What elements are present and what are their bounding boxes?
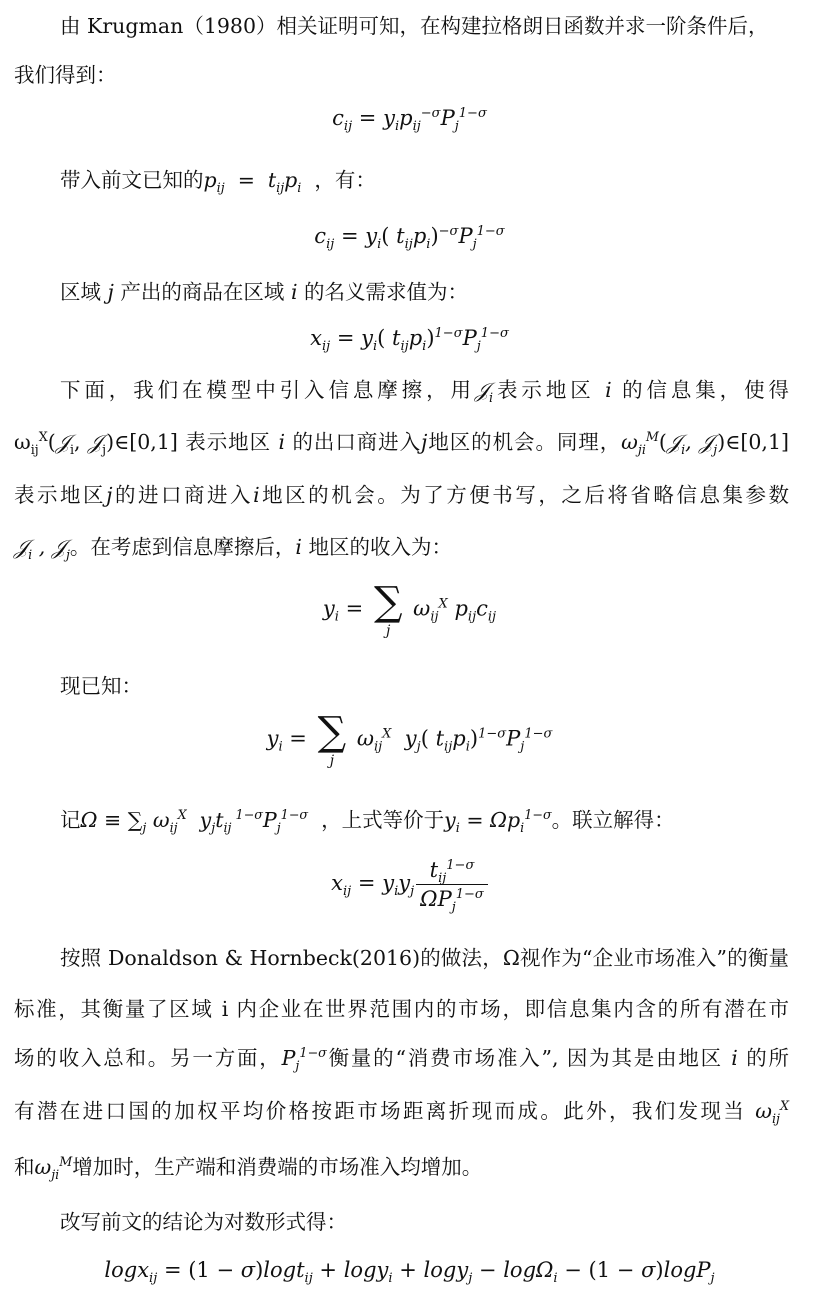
text: 。联立解得： [551, 808, 675, 832]
paragraph-line [0, 280, 819, 305]
inline-math: i [731, 1046, 738, 1070]
inline-math: j [421, 430, 428, 454]
text: 的进口商进入 [112, 483, 254, 507]
text: 和 [14, 1155, 35, 1179]
inline-math: 𝒥$_i$ , 𝒥$_j$ [14, 535, 70, 563]
paragraph-line [0, 674, 819, 699]
inline-math: $p_{ij} = t_{ij}p_i$ [203, 168, 302, 196]
text: 表示地区 [493, 378, 595, 402]
equation-1: $c_{ij} = y_ip_{ij}^{-\sigma}P_j^{1-\sigma}$ [332, 106, 487, 135]
paragraph-line [0, 1210, 819, 1235]
inline-math: i [295, 535, 302, 559]
inline-math: 𝒥$_i$ [474, 378, 494, 406]
text: 衡量的“消费市场准入”, 因为其是由地区 [326, 1046, 723, 1070]
inline-math: i [253, 483, 260, 507]
inline-math: i [605, 378, 612, 402]
text: 地区的收入为： [308, 535, 452, 559]
paragraph-line [0, 807, 819, 836]
equation-7: logx$_{ij}$ = (1 − σ)logt$_{ij}$ + logy$_i$ + logy$_j$ − logΩ$_i$ − (1 − σ)logP$_j$ [104, 1258, 715, 1287]
text: 表示地区 [14, 483, 107, 507]
text: 标准，其衡量了区域 i 内企业在世界范围内的市场，即信息集内含的所有潜在市 [14, 997, 789, 1021]
inline-math: $y_i = \Omega p_i^{1-\sigma}$ [444, 807, 552, 836]
paragraph-line [0, 535, 819, 563]
text: 的所 [746, 1046, 789, 1070]
inline-math: i [278, 430, 286, 454]
text: 记 [60, 808, 81, 832]
equation-5: $y_i$ = ∑ j $\omega_{ij}^X$ $y_j$( $t_{ij}p_i)^{1-\sigma}P_j^{1-\sigma}$ [266, 709, 553, 769]
text: ，上式等价于 [321, 808, 445, 832]
inline-math: $\omega_{ji}^M$ [34, 1154, 73, 1183]
text: 按照 Donaldson & Hornbeck(2016)的做法，Ω视作为“企业市场准入”的衡量 [60, 946, 789, 970]
paragraph-line [0, 997, 819, 1022]
inline-math: j [107, 280, 114, 304]
paragraph-line [0, 14, 819, 39]
text: 增加时，生产端和消费端的市场准入均增加。 [72, 1155, 483, 1179]
inline-math: $P_j^{1-\sigma}$ [281, 1045, 327, 1074]
text: 的名义需求值为： [304, 280, 469, 304]
text: 的出口商进入 [292, 430, 422, 454]
text: 我们得到： [14, 63, 117, 87]
text: 场的收入总和。另一方面， [14, 1046, 282, 1070]
equation-6: $x_{ij} = y_iy_j$ $\frac{t_{ij}^{1-\sigma}}{\Omega P_j^{1-\sigma}}$ [0, 858, 819, 911]
equation-4: $y_i$ = ∑ j $\omega_{ij}^X$ $p_{ij}c_{ij}$ [322, 579, 497, 639]
text: 带入前文已知的 [60, 168, 204, 192]
text: 地区的机会。为了方便书写，之后将省略信息集参数 [259, 483, 790, 507]
paragraph-line [0, 63, 819, 88]
inline-math: $\omega_{ij}^X$ [755, 1098, 789, 1127]
paragraph-line [0, 1098, 819, 1127]
text: 产出的商品在区域 [120, 280, 285, 304]
inline-math: j [106, 483, 113, 507]
paragraph-line [0, 946, 819, 971]
paragraph-line [0, 378, 819, 406]
inline-math: $\Omega \equiv \sum_j$ $\omega_{ij}^X$ $y_jt_{ij}$ $^{1-\sigma}P_j^{1-\sigma}$ [80, 807, 309, 836]
text: ，有： [314, 168, 376, 192]
fraction: $\frac{t_{ij}^{1-\sigma}}{\Omega P_j^{1-\sigma}}$ [416, 858, 488, 911]
text: 有潜在进口国的加权平均价格按距市场距离折现而成。此外，我们发现当 [14, 1099, 747, 1123]
text: ∈[0,1] [725, 430, 789, 454]
inline-math: i [290, 280, 298, 304]
paragraph-line [0, 1045, 819, 1074]
text: 现已知： [60, 674, 142, 698]
paragraph-line [0, 168, 819, 196]
equation-3: $x_{ij} = y_i$( $t_{ij}p_i)^{1-\sigma}P_j^{1-\sigma}$ [310, 326, 509, 355]
text: 区域 [60, 280, 101, 304]
equation-2: $c_{ij} = y_i$( $t_{ij}p_i)^{-\sigma}P_j^{1-\sigma}$ [314, 224, 505, 253]
text: 由 Krugman（1980）相关证明可知，在构建拉格朗日函数并求一阶条件后， [60, 14, 769, 38]
text: 。在考虑到信息摩擦后， [69, 535, 296, 559]
paragraph-line [0, 1154, 819, 1183]
text: 的信息集，使得 [622, 378, 789, 402]
text: 地区的机会。同理， [427, 430, 622, 454]
text: 下面，我们在模型中引入信息摩擦，用 [60, 378, 475, 402]
text: ∈[0,1] 表示地区 [114, 430, 272, 454]
inline-math: $\omega_{ji}^M(𝒥_i$, 𝒥$_j$) [621, 429, 726, 458]
inline-math: $\omega_{ij}^X(𝒥_i$, 𝒥$_j$) [14, 429, 115, 458]
text: 改写前文的结论为对数形式得： [60, 1210, 347, 1234]
summation-symbol: ∑ j [373, 579, 403, 639]
paragraph-line [0, 429, 819, 458]
summation-symbol: ∑ j [317, 709, 347, 769]
paragraph-line [0, 483, 819, 508]
